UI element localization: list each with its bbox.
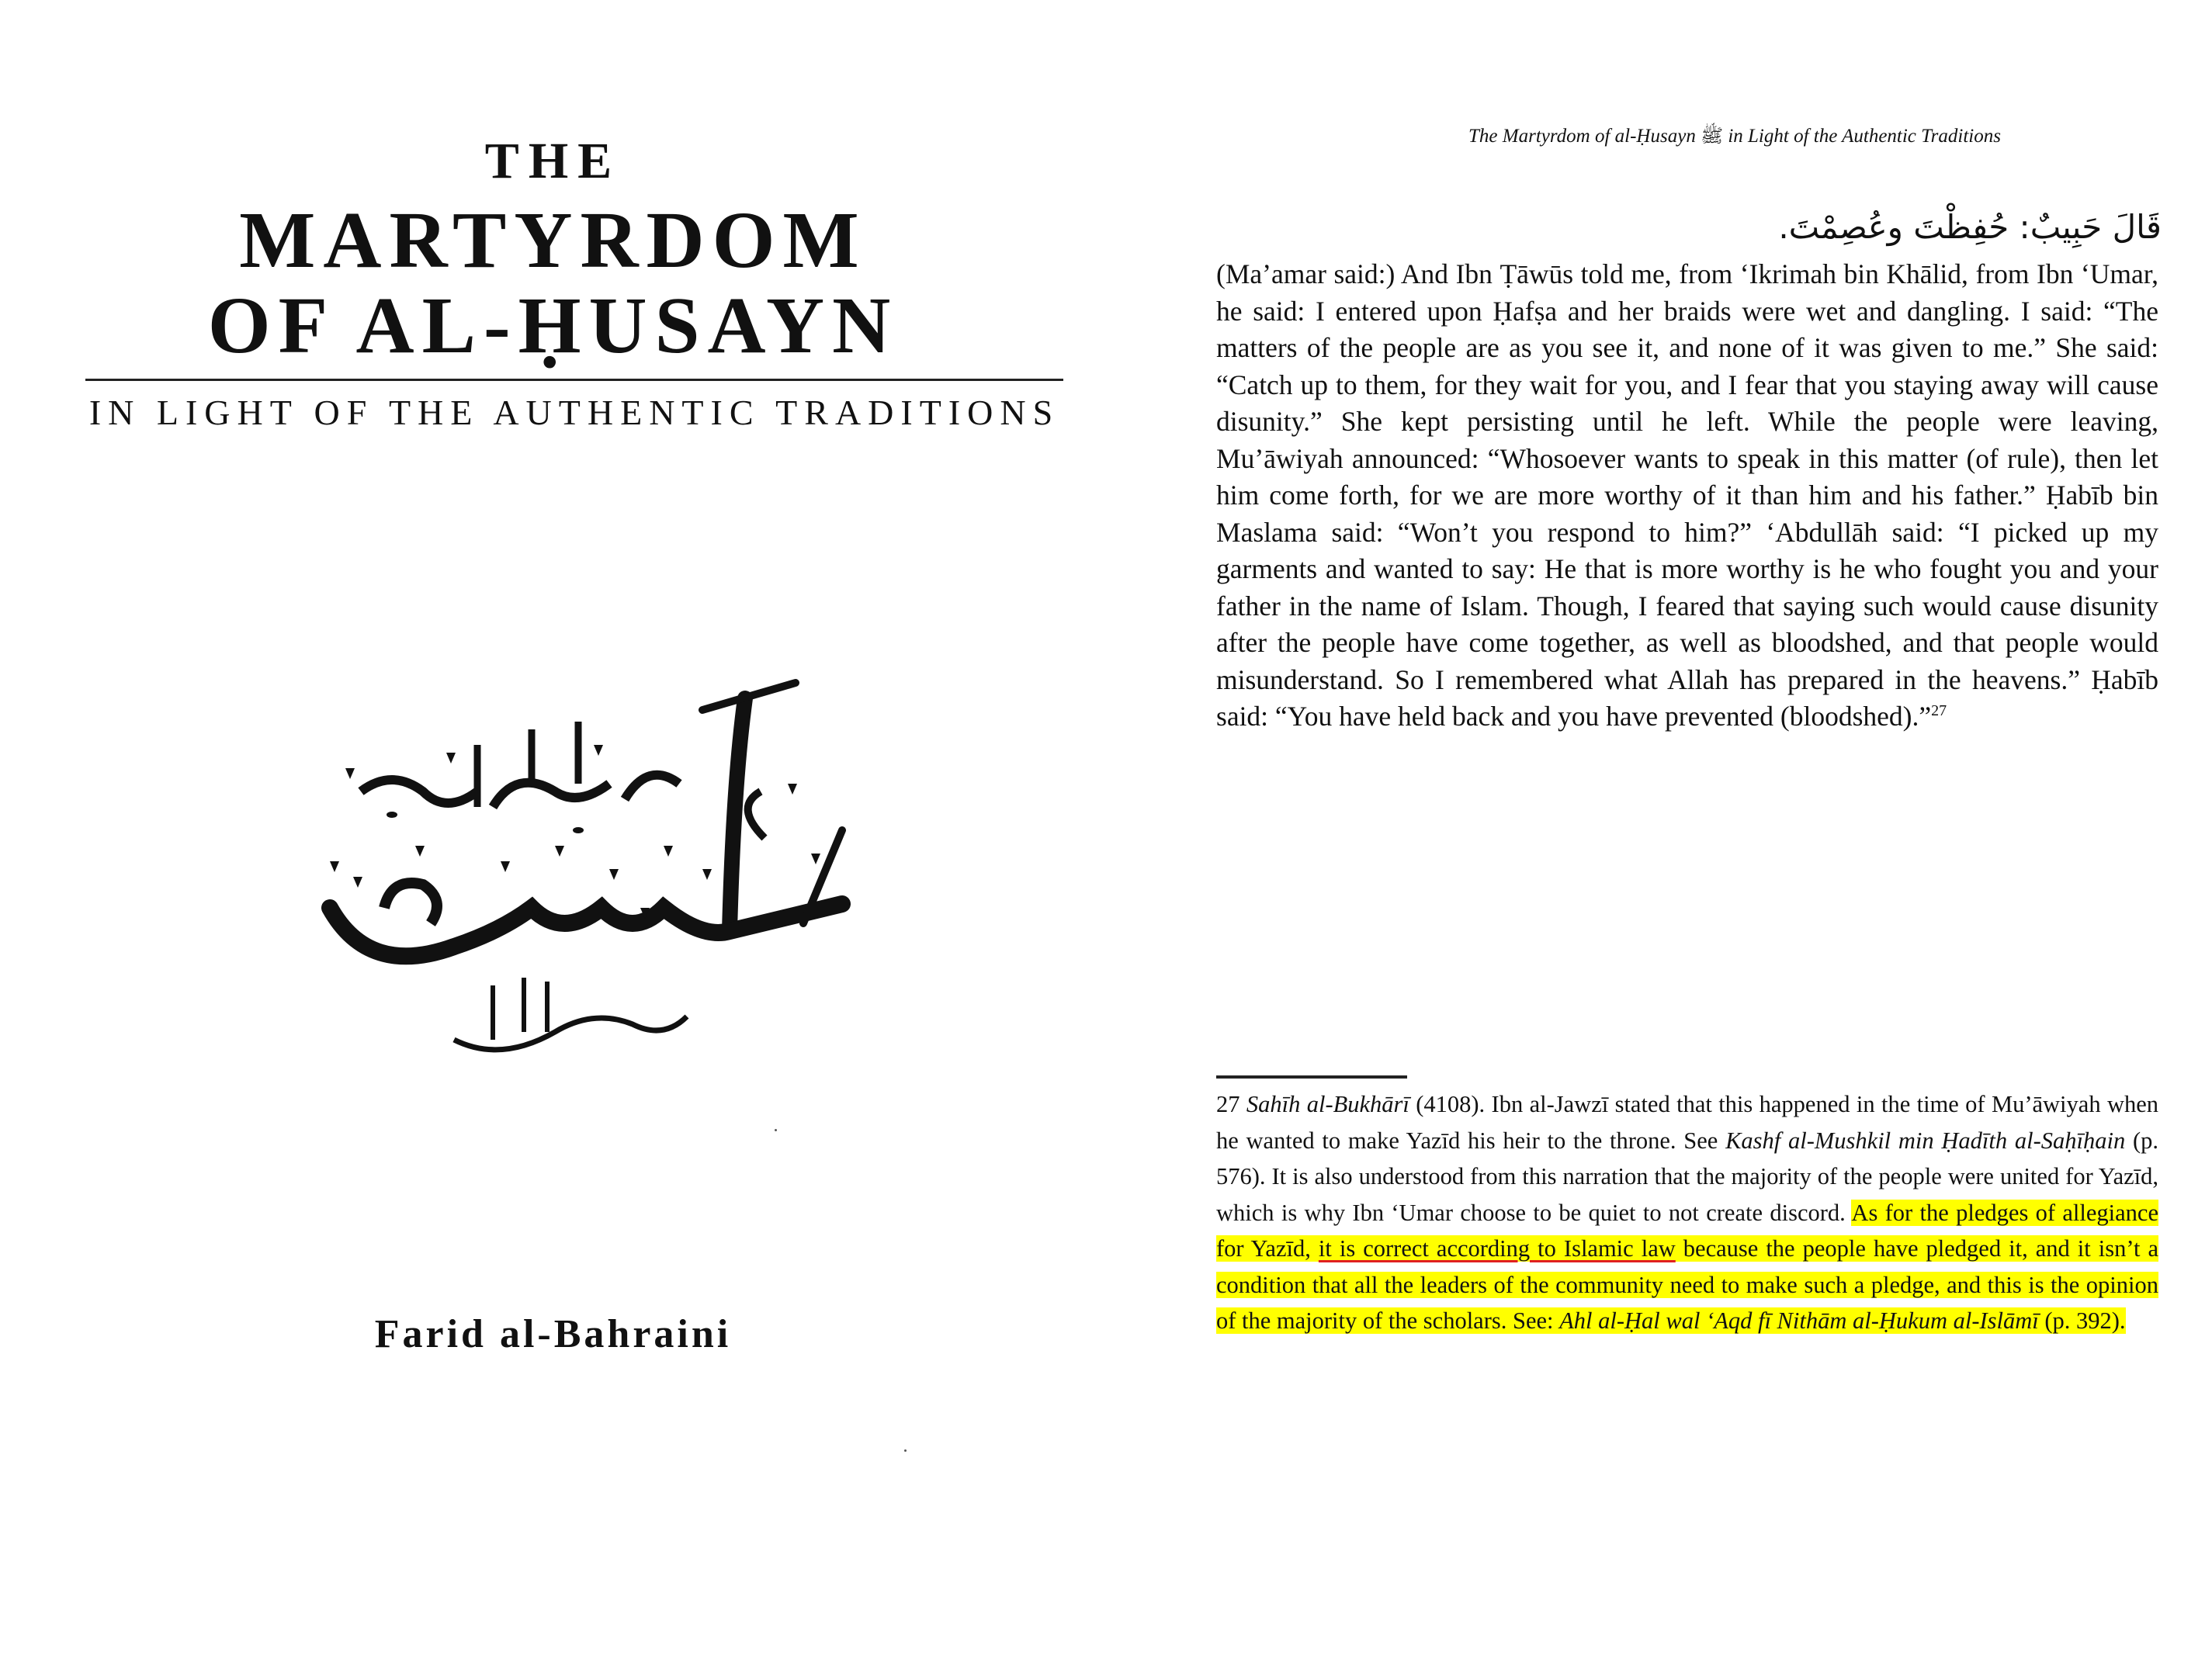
text-page — [1106, 0, 2212, 1676]
source-title: Sahīh al-Bukhārī — [1246, 1091, 1409, 1117]
source-title: Kashf al-Mushkil min Ḥadīth al-Saḥīḥain — [1725, 1127, 2126, 1154]
running-head — [1308, 124, 2162, 151]
cover-subtitle: IN LIGHT OF THE AUTHENTIC TRADITIONS — [88, 393, 1060, 432]
cover-title-of-al-husayn: OF AL-ḤUSAYN — [207, 281, 899, 370]
footnote-reference: 27 — [1931, 702, 1947, 720]
running-head-rest: in Light of the Authentic Traditions — [1723, 126, 2001, 147]
underlined-phrase: it is correct according to Islamic law — [1318, 1235, 1676, 1262]
footnote-text: (4108). Ibn al-Jawzī stated that this happened in the time of Mu’āwiyah when he wanted to make Yazīd his heir to the throne. See — [1216, 1091, 2159, 1154]
footnote-number: 27 — [1216, 1091, 1240, 1117]
arabic-calligraphy-logo — [299, 675, 858, 1079]
highlighted-text: As for the pledges of allegiance for Yazīd, — [1216, 1199, 2159, 1262]
highlighted-text: because the people have pledged it, and it isn’t a condition that all the leaders of the community need to make such a pledge, and this is the opinion of the majority of the scholars. See: — [1216, 1235, 2158, 1334]
paragraph-text: (Ma’amar said:) And Ibn Ṭāwūs told me, from ‘Ikrimah bin Khālid, from Ibn ‘Umar, he said: I entered upon Ḥafṣa and her braids were wet and dangling. I said: “The matters of the people are as you see it, and none of it was given to me.” She said: “Catch up to them, for they wait for you, and I fear that you staying away will cause disunity.” She kept persisting until he left. While the people were leaving, Mu’āwiyah announced: “Whosoever wants to speak in this matter (of rule), then let him come forth, for we are more worthy of it than him and his father.” Ḥabīb bin Maslama said: “Won’t you respond to him?” ‘Abdullāh said: “I picked up my garments and wanted to say: He that is more worthy is he who fought you and your father in the name of Islam. Though, I feared that saying such would cause disunity after the people have come together, as well as bloodshed, and that people would misunderstand. So I remembered what Allah has prepared in the heavens.” Ḥabīb said: “You have held back and you have prevented (bloodshed).” — [1216, 258, 2158, 732]
footnote-rule — [1216, 1075, 1407, 1079]
cover-title-martyrdom: MARTYRDOM — [239, 196, 867, 285]
paper-speck — [775, 1129, 777, 1131]
running-head-title: The Martyrdom of al-Ḥusayn — [1468, 126, 1696, 147]
main-paragraph — [1216, 256, 2158, 736]
footnote — [1216, 1086, 2158, 1339]
source-title: Ahl al-Ḥal wal ‘Aqd fī Nithām al-Ḥukum al-Islāmī — [1559, 1307, 2039, 1334]
cover-title-rule — [85, 379, 1063, 381]
paper-speck — [904, 1449, 907, 1452]
footnote-text: (p. 576). It is also understood from this narration that the majority of the people were united for Yazīd, which is why Ibn ‘Umar choose to be quiet to not create discord. — [1216, 1127, 2158, 1226]
highlighted-text: (p. 392). — [2038, 1307, 2126, 1334]
arabic-quote: قَالَ حَبِيبٌ: حُفِظْتَ وعُصِمْتَ. — [1778, 208, 2162, 246]
cover-author: Farid al-Bahraini — [374, 1312, 732, 1356]
cover-title-the: THE — [484, 133, 622, 189]
honorific-symbol: ﷺ — [1701, 126, 1724, 147]
